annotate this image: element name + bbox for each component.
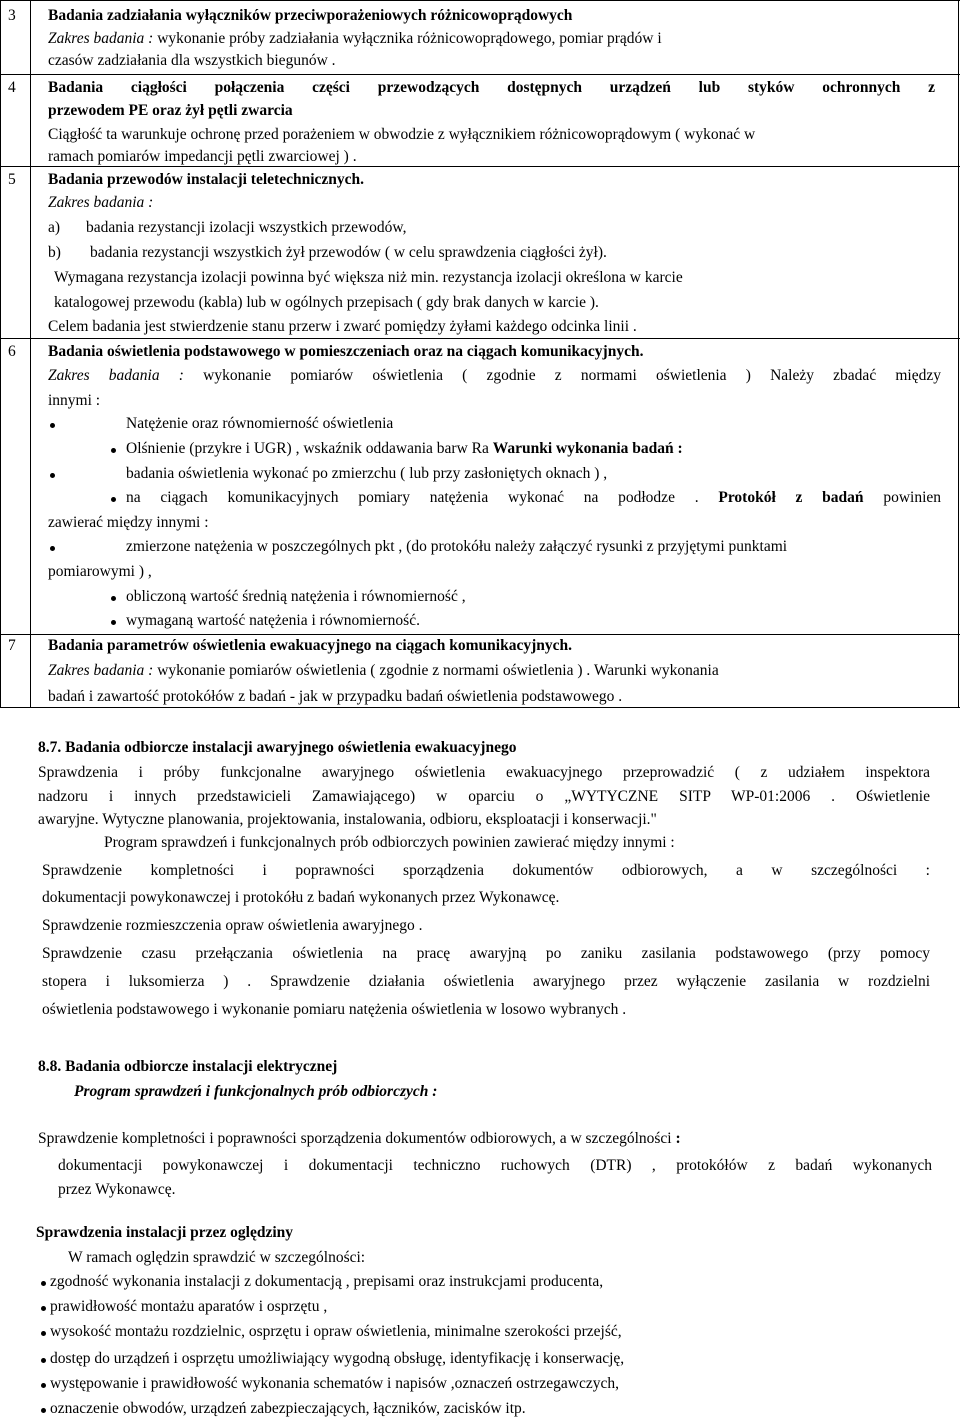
inspection-intro: W ramach oględzin sprawdzić w szczególności: bbox=[68, 1249, 366, 1266]
bullet-text: na ciągach komunikacyjnych pomiary natężenia wykonać na podłodze . bbox=[126, 489, 719, 506]
list-item: prawidłowość montażu aparatów i osprzętu , bbox=[50, 1298, 328, 1315]
list-item-b: badania rezystancji wszystkich żył przewodów ( w celu sprawdzenia ciągłości żył). bbox=[90, 244, 607, 261]
bullet-icon bbox=[50, 546, 55, 551]
table-row-divider bbox=[0, 338, 960, 339]
row-number: 5 bbox=[8, 171, 16, 188]
row-title: Badania oświetlenia podstawowego w pomieszczeniach oraz na ciągach komunikacyjnych. bbox=[48, 343, 644, 360]
bullet-icon bbox=[41, 1383, 46, 1388]
paragraph-line: dokumentacji powykonawczej i protokółu z badań wykonanych przez Wykonawcę. bbox=[42, 889, 560, 906]
row-scope-continued: czasów zadziałania dla wszystkich biegunów . bbox=[48, 52, 336, 69]
table-border-left bbox=[0, 0, 1, 707]
bullet-icon bbox=[111, 448, 116, 453]
row-body-continued: ramach pomiarów impedancji pętli zwarciowej ) . bbox=[48, 148, 357, 165]
bullet-item: wymaganą wartość natężenia i równomierność. bbox=[126, 612, 420, 629]
paragraph-line: stopera i luksomierza ) . Sprawdzenie działania oświetlenia awaryjnego przez wyłączenie zasilania w rozdzielni bbox=[42, 973, 930, 990]
table-border-top bbox=[0, 0, 960, 1]
row-title-continued: przewodem PE oraz żył pętli zwarcia bbox=[48, 102, 293, 119]
row-title: Badania parametrów oświetlenia ewakuacyjnego na ciągach komunikacyjnych. bbox=[48, 637, 572, 654]
inspection-heading: Sprawdzenia instalacji przez oględziny bbox=[36, 1224, 294, 1241]
row-title: Badania zadziałania wyłączników przeciwporażeniowych różnicowoprądowych bbox=[48, 7, 573, 24]
bullet-icon bbox=[111, 497, 116, 502]
row-scope-continued: innymi : bbox=[48, 392, 101, 409]
table-row-divider bbox=[0, 74, 960, 75]
scope-label: Zakres badania : bbox=[48, 194, 154, 211]
row-number: 7 bbox=[8, 637, 16, 654]
paragraph-line: oświetlenia podstawowego i wykonanie pomiaru natężenia oświetlenia w losowo wybranych . bbox=[42, 1001, 627, 1018]
table-row-divider bbox=[0, 166, 960, 167]
list-item-a: badania rezystancji izolacji wszystkich przewodów, bbox=[86, 219, 407, 236]
bullet-tail: powinien bbox=[863, 489, 941, 506]
scope-text: wykonanie próby zadziałania wyłącznika różnicowoprądowego, pomiar prądów i bbox=[153, 30, 662, 47]
row-body: Ciągłość ta warunkuje ochronę przed porażeniem w obwodzie z wyłącznikiem różnicowoprądowym ( wykonać w bbox=[48, 126, 756, 143]
list-item: wysokość montażu rozdzielnic, osprzętu i opraw oświetlenia, minimalne szerokości przejść, bbox=[50, 1323, 622, 1340]
bullet-icon bbox=[111, 596, 116, 601]
requirement-text: Wymagana rezystancja izolacji powinna być większa niż min. rezystancja izolacji określona w karcie bbox=[54, 269, 683, 286]
bullet-item: obliczoną wartość średnią natężenia i równomierność , bbox=[126, 588, 466, 605]
row-title: Badania przewodów instalacji teletechnicznych. bbox=[48, 171, 365, 188]
list-item: występowanie i prawidłowość wykonania schematów i napisów ,oznaczeń ostrzegawczych, bbox=[50, 1375, 620, 1392]
table-border-right bbox=[958, 0, 959, 707]
row-number: 3 bbox=[8, 7, 16, 24]
bullet-icon bbox=[50, 473, 55, 478]
bullet-bold: Warunki wykonania badań : bbox=[492, 440, 683, 457]
paragraph-line: Program sprawdzeń i funkcjonalnych prób odbiorczych powinien zawierać między innymi : bbox=[104, 834, 675, 851]
bullet-item bbox=[126, 440, 683, 458]
row-scope bbox=[48, 662, 719, 680]
protocol-text: zawierać między innymi : bbox=[48, 514, 209, 531]
list-marker-b: b) bbox=[48, 244, 61, 261]
table-column-divider bbox=[30, 0, 31, 707]
row-title: Badania ciągłości połączenia części przewodzących dostępnych urządzeń lub styków ochronnych z bbox=[48, 79, 935, 96]
paragraph-line: Sprawdzenie rozmieszczenia opraw oświetlenia awaryjnego . bbox=[42, 917, 423, 934]
goal-text: Celem badania jest stwierdzenie stanu przerw i zwarć pomiędzy żyłami każdego odcinka linii . bbox=[48, 318, 637, 335]
paragraph-line: awaryjne. Wytyczne planowania, projektowania, instalowania, odbioru, eksploatacji i konserwacji." bbox=[38, 811, 657, 828]
paragraph-line: Sprawdzenie czasu przełączania oświetlenia na pracę awaryjną po zaniku zasilania podstawowego (przy pomocy bbox=[42, 945, 930, 962]
section-subheading: Program sprawdzeń i funkcjonalnych prób odbiorczych : bbox=[74, 1083, 438, 1100]
section-heading: 8.8. Badania odbiorcze instalacji elektrycznej bbox=[38, 1058, 338, 1075]
scope-text: wykonanie pomiarów oświetlenia ( zgodnie z normami oświetlenia ) Należy zbadać między bbox=[183, 367, 942, 384]
paragraph-line: Sprawdzenie kompletności i poprawności sporządzenia dokumentów odbiorowych, a w szczególności : bbox=[42, 862, 930, 879]
paragraph-colon: : bbox=[675, 1130, 681, 1147]
list-item: zgodność wykonania instalacji z dokumentacją , prepisami oraz instrukcjami producenta, bbox=[50, 1273, 604, 1290]
bullet-icon bbox=[41, 1281, 46, 1286]
scope-label: Zakres badania : bbox=[48, 30, 154, 47]
requirement-text-continued: katalogowej przewodu (kabla) lub w ogólnych przepisach ( gdy brak danych w karcie ). bbox=[54, 294, 599, 311]
row-scope-continued: badań i zawartość protokółów z badań - jak w przypadku badań oświetlenia podstawowego . bbox=[48, 688, 623, 705]
paragraph-line bbox=[38, 1130, 681, 1148]
bullet-bold: Protokół z badań bbox=[718, 489, 864, 506]
list-marker-a: a) bbox=[48, 219, 61, 236]
scope-label: Zakres badania : bbox=[48, 367, 184, 384]
list-item: dostęp do urządzeń i osprzętu umożliwiający wygodną obsługę, identyfikację i konserwację, bbox=[50, 1350, 625, 1367]
paragraph-line: nadzoru i innych przedstawicieli Zamawiającego) w oparciu o „WYTYCZNE SITP WP-01:2006 . Oświetlenie bbox=[38, 788, 930, 805]
paragraph-line: Sprawdzenia i próby funkcjonalne awaryjnego oświetlenia ewakuacyjnego przeprowadzić ( z udziałem inspektora bbox=[38, 764, 930, 781]
table-row-divider bbox=[0, 634, 960, 635]
row-number: 6 bbox=[8, 343, 16, 360]
section-heading: 8.7. Badania odbiorcze instalacji awaryjnego oświetlenia ewakuacyjnego bbox=[38, 739, 517, 756]
bullet-item-continued: pomiarowymi ) , bbox=[48, 563, 152, 580]
scope-label: Zakres badania : bbox=[48, 662, 154, 679]
bullet-icon bbox=[41, 1331, 46, 1336]
bullet-item: zmierzone natężenia w poszczególnych pkt , (do protokółu należy załączyć rysunki z przyjętymi punktami bbox=[126, 538, 788, 555]
paragraph-text: Sprawdzenie kompletności i poprawności sporządzenia dokumentów odbiorowych, a w szczególności bbox=[38, 1130, 676, 1147]
paragraph-line: przez Wykonawcę. bbox=[58, 1181, 176, 1198]
bullet-icon bbox=[41, 1306, 46, 1311]
bullet-icon bbox=[50, 423, 55, 428]
row-number: 4 bbox=[8, 79, 16, 96]
row-scope bbox=[48, 367, 941, 385]
list-item: oznaczenie obwodów, urządzeń zabezpieczających, łączników, zacisków itp. bbox=[50, 1400, 526, 1417]
table-border-bottom bbox=[0, 707, 960, 708]
bullet-item bbox=[126, 489, 941, 507]
bullet-icon bbox=[111, 620, 116, 625]
bullet-text: Olśnienie (przykre i UGR) , wskaźnik oddawania barw Ra bbox=[126, 440, 493, 457]
scope-text: wykonanie pomiarów oświetlenia ( zgodnie z normami oświetlenia ) . Warunki wykonania bbox=[153, 662, 719, 679]
paragraph-line: dokumentacji powykonawczej i dokumentacji techniczno ruchowych (DTR) , protokółów z badań wykonanych bbox=[58, 1157, 932, 1174]
bullet-item: badania oświetlenia wykonać po zmierzchu ( lub przy zasłoniętych oknach ) , bbox=[126, 465, 608, 482]
bullet-item: Natężenie oraz równomierność oświetlenia bbox=[126, 415, 394, 432]
bullet-icon bbox=[41, 1358, 46, 1363]
row-scope bbox=[48, 30, 662, 48]
bullet-icon bbox=[41, 1408, 46, 1413]
